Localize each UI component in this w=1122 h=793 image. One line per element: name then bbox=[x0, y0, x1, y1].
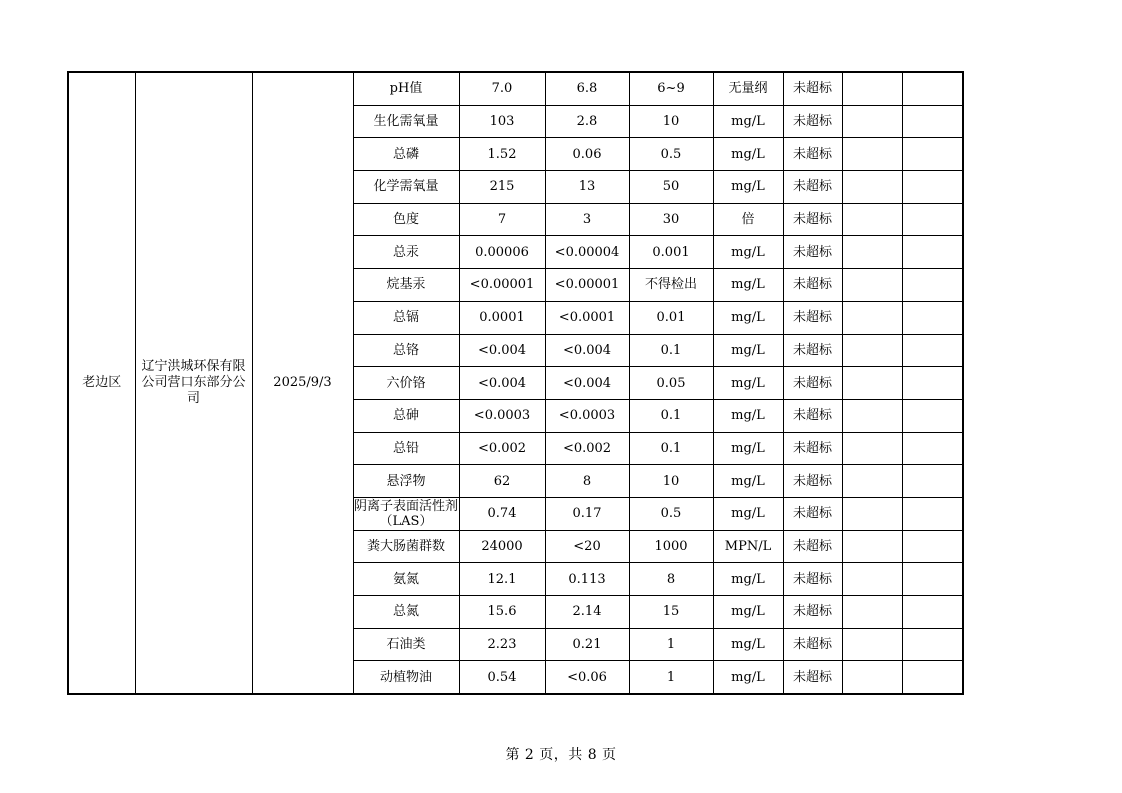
measured-value-2-cell: <0.00001 bbox=[545, 269, 629, 302]
extra-column-2-cell bbox=[902, 105, 963, 138]
evaluation-result-cell: 未超标 bbox=[783, 563, 842, 596]
evaluation-result-cell: 未超标 bbox=[783, 530, 842, 563]
unit-cell: mg/L bbox=[713, 269, 783, 302]
indicator-name-cell: 石油类 bbox=[353, 628, 459, 661]
standard-limit-cell: 0.1 bbox=[629, 432, 713, 465]
unit-cell: mg/L bbox=[713, 628, 783, 661]
indicator-name-cell: 总铬 bbox=[353, 334, 459, 367]
unit-cell: mg/L bbox=[713, 138, 783, 171]
extra-column-2-cell bbox=[902, 334, 963, 367]
standard-limit-cell: 0.05 bbox=[629, 367, 713, 400]
extra-column-2-cell bbox=[902, 530, 963, 563]
standard-limit-cell: 0.001 bbox=[629, 236, 713, 269]
evaluation-result-cell: 未超标 bbox=[783, 596, 842, 629]
indicator-name-cell: 悬浮物 bbox=[353, 465, 459, 498]
extra-column-2-cell bbox=[902, 432, 963, 465]
measured-value-2-cell: <0.004 bbox=[545, 334, 629, 367]
extra-column-1-cell bbox=[842, 399, 902, 432]
measured-value-1-cell: <0.00001 bbox=[459, 269, 545, 302]
measured-value-2-cell: <0.00004 bbox=[545, 236, 629, 269]
measured-value-1-cell: 24000 bbox=[459, 530, 545, 563]
evaluation-result-cell: 未超标 bbox=[783, 465, 842, 498]
company-cell: 辽宁洪城环保有限公司营口东部分公司 bbox=[135, 72, 252, 694]
evaluation-result-cell: 未超标 bbox=[783, 269, 842, 302]
indicator-name-cell: 总氮 bbox=[353, 596, 459, 629]
measured-value-2-cell: <0.004 bbox=[545, 367, 629, 400]
indicator-name-cell: 化学需氧量 bbox=[353, 171, 459, 204]
extra-column-1-cell bbox=[842, 563, 902, 596]
unit-cell: MPN/L bbox=[713, 530, 783, 563]
standard-limit-cell: 1 bbox=[629, 628, 713, 661]
standard-limit-cell: 1000 bbox=[629, 530, 713, 563]
measured-value-2-cell: <0.0001 bbox=[545, 301, 629, 334]
monitoring-results-table bbox=[67, 71, 964, 695]
measured-value-1-cell: 0.0001 bbox=[459, 301, 545, 334]
measured-value-2-cell: <0.0003 bbox=[545, 399, 629, 432]
extra-column-1-cell bbox=[842, 105, 902, 138]
extra-column-2-cell bbox=[902, 269, 963, 302]
indicator-name-cell: 总镉 bbox=[353, 301, 459, 334]
extra-column-2-cell bbox=[902, 301, 963, 334]
measured-value-2-cell: 0.113 bbox=[545, 563, 629, 596]
extra-column-2-cell bbox=[902, 399, 963, 432]
extra-column-1-cell bbox=[842, 334, 902, 367]
measured-value-2-cell: 0.21 bbox=[545, 628, 629, 661]
measured-value-1-cell: 12.1 bbox=[459, 563, 545, 596]
indicator-name-cell: 生化需氧量 bbox=[353, 105, 459, 138]
measured-value-1-cell: 0.54 bbox=[459, 661, 545, 694]
measured-value-2-cell: 0.06 bbox=[545, 138, 629, 171]
measured-value-2-cell: 3 bbox=[545, 203, 629, 236]
evaluation-result-cell: 未超标 bbox=[783, 334, 842, 367]
standard-limit-cell: 30 bbox=[629, 203, 713, 236]
evaluation-result-cell: 未超标 bbox=[783, 661, 842, 694]
extra-column-1-cell bbox=[842, 138, 902, 171]
measured-value-1-cell: <0.0003 bbox=[459, 399, 545, 432]
measured-value-2-cell: 0.17 bbox=[545, 497, 629, 530]
measured-value-2-cell: 13 bbox=[545, 171, 629, 204]
measured-value-1-cell: 7 bbox=[459, 203, 545, 236]
standard-limit-cell: 6~9 bbox=[629, 72, 713, 105]
indicator-name-cell: 色度 bbox=[353, 203, 459, 236]
measured-value-1-cell: 0.74 bbox=[459, 497, 545, 530]
unit-cell: mg/L bbox=[713, 596, 783, 629]
extra-column-1-cell bbox=[842, 596, 902, 629]
extra-column-1-cell bbox=[842, 367, 902, 400]
standard-limit-cell: 15 bbox=[629, 596, 713, 629]
measured-value-1-cell: <0.002 bbox=[459, 432, 545, 465]
evaluation-result-cell: 未超标 bbox=[783, 497, 842, 530]
evaluation-result-cell: 未超标 bbox=[783, 105, 842, 138]
extra-column-1-cell bbox=[842, 661, 902, 694]
evaluation-result-cell: 未超标 bbox=[783, 203, 842, 236]
extra-column-1-cell bbox=[842, 203, 902, 236]
measured-value-1-cell: 2.23 bbox=[459, 628, 545, 661]
standard-limit-cell: 1 bbox=[629, 661, 713, 694]
measured-value-1-cell: 215 bbox=[459, 171, 545, 204]
standard-limit-cell: 0.5 bbox=[629, 497, 713, 530]
measured-value-1-cell: <0.004 bbox=[459, 334, 545, 367]
extra-column-2-cell bbox=[902, 497, 963, 530]
extra-column-1-cell bbox=[842, 628, 902, 661]
district-cell: 老边区 bbox=[68, 72, 135, 694]
measured-value-2-cell: <0.002 bbox=[545, 432, 629, 465]
evaluation-result-cell: 未超标 bbox=[783, 301, 842, 334]
unit-cell: mg/L bbox=[713, 334, 783, 367]
standard-limit-cell: 10 bbox=[629, 105, 713, 138]
table-row bbox=[68, 72, 963, 105]
unit-cell: mg/L bbox=[713, 301, 783, 334]
measured-value-2-cell: 2.8 bbox=[545, 105, 629, 138]
unit-cell: mg/L bbox=[713, 105, 783, 138]
extra-column-2-cell bbox=[902, 465, 963, 498]
unit-cell: mg/L bbox=[713, 432, 783, 465]
evaluation-result-cell: 未超标 bbox=[783, 138, 842, 171]
standard-limit-cell: 50 bbox=[629, 171, 713, 204]
measured-value-1-cell: <0.004 bbox=[459, 367, 545, 400]
standard-limit-cell: 10 bbox=[629, 465, 713, 498]
unit-cell: mg/L bbox=[713, 563, 783, 596]
extra-column-1-cell bbox=[842, 497, 902, 530]
measured-value-1-cell: 62 bbox=[459, 465, 545, 498]
measured-value-2-cell: <20 bbox=[545, 530, 629, 563]
extra-column-2-cell bbox=[902, 138, 963, 171]
evaluation-result-cell: 未超标 bbox=[783, 628, 842, 661]
indicator-name-cell: 烷基汞 bbox=[353, 269, 459, 302]
indicator-name-cell: 动植物油 bbox=[353, 661, 459, 694]
indicator-name-cell: 总铅 bbox=[353, 432, 459, 465]
measured-value-1-cell: 103 bbox=[459, 105, 545, 138]
unit-cell: mg/L bbox=[713, 399, 783, 432]
extra-column-2-cell bbox=[902, 203, 963, 236]
unit-cell: 倍 bbox=[713, 203, 783, 236]
measured-value-1-cell: 7.0 bbox=[459, 72, 545, 105]
unit-cell: mg/L bbox=[713, 236, 783, 269]
unit-cell: 无量纲 bbox=[713, 72, 783, 105]
measured-value-1-cell: 1.52 bbox=[459, 138, 545, 171]
standard-limit-cell: 0.5 bbox=[629, 138, 713, 171]
date-cell: 2025/9/3 bbox=[252, 72, 353, 694]
measured-value-2-cell: 2.14 bbox=[545, 596, 629, 629]
extra-column-1-cell bbox=[842, 530, 902, 563]
evaluation-result-cell: 未超标 bbox=[783, 236, 842, 269]
indicator-name-cell: 粪大肠菌群数 bbox=[353, 530, 459, 563]
extra-column-1-cell bbox=[842, 301, 902, 334]
measured-value-2-cell: 6.8 bbox=[545, 72, 629, 105]
standard-limit-cell: 0.1 bbox=[629, 399, 713, 432]
extra-column-1-cell bbox=[842, 269, 902, 302]
unit-cell: mg/L bbox=[713, 497, 783, 530]
evaluation-result-cell: 未超标 bbox=[783, 367, 842, 400]
standard-limit-cell: 不得检出 bbox=[629, 269, 713, 302]
standard-limit-cell: 8 bbox=[629, 563, 713, 596]
unit-cell: mg/L bbox=[713, 661, 783, 694]
measured-value-2-cell: <0.06 bbox=[545, 661, 629, 694]
extra-column-1-cell bbox=[842, 72, 902, 105]
extra-column-2-cell bbox=[902, 72, 963, 105]
measured-value-2-cell: 8 bbox=[545, 465, 629, 498]
evaluation-result-cell: 未超标 bbox=[783, 171, 842, 204]
measured-value-1-cell: 0.00006 bbox=[459, 236, 545, 269]
standard-limit-cell: 0.01 bbox=[629, 301, 713, 334]
indicator-name-cell: 阴离子表面活性剂（LAS） bbox=[353, 498, 458, 529]
extra-column-2-cell bbox=[902, 661, 963, 694]
unit-cell: mg/L bbox=[713, 367, 783, 400]
standard-limit-cell: 0.1 bbox=[629, 334, 713, 367]
extra-column-2-cell bbox=[902, 171, 963, 204]
indicator-name-cell: 总汞 bbox=[353, 236, 459, 269]
extra-column-2-cell bbox=[902, 596, 963, 629]
unit-cell: mg/L bbox=[713, 465, 783, 498]
extra-column-1-cell bbox=[842, 236, 902, 269]
unit-cell: mg/L bbox=[713, 171, 783, 204]
extra-column-2-cell bbox=[902, 367, 963, 400]
table-body bbox=[68, 72, 963, 694]
extra-column-2-cell bbox=[902, 628, 963, 661]
extra-column-1-cell bbox=[842, 171, 902, 204]
indicator-name-cell: 总砷 bbox=[353, 399, 459, 432]
extra-column-2-cell bbox=[902, 563, 963, 596]
page-number-footer: 第 2 页，共 8 页 bbox=[505, 747, 617, 763]
indicator-name-cell: 总磷 bbox=[353, 138, 459, 171]
indicator-name-cell: 六价铬 bbox=[353, 367, 459, 400]
evaluation-result-cell: 未超标 bbox=[783, 399, 842, 432]
indicator-name-cell: pH值 bbox=[353, 72, 459, 105]
indicator-name-cell: 氨氮 bbox=[353, 563, 459, 596]
extra-column-1-cell bbox=[842, 465, 902, 498]
measured-value-1-cell: 15.6 bbox=[459, 596, 545, 629]
evaluation-result-cell: 未超标 bbox=[783, 432, 842, 465]
evaluation-result-cell: 未超标 bbox=[783, 72, 842, 105]
extra-column-1-cell bbox=[842, 432, 902, 465]
extra-column-2-cell bbox=[902, 236, 963, 269]
